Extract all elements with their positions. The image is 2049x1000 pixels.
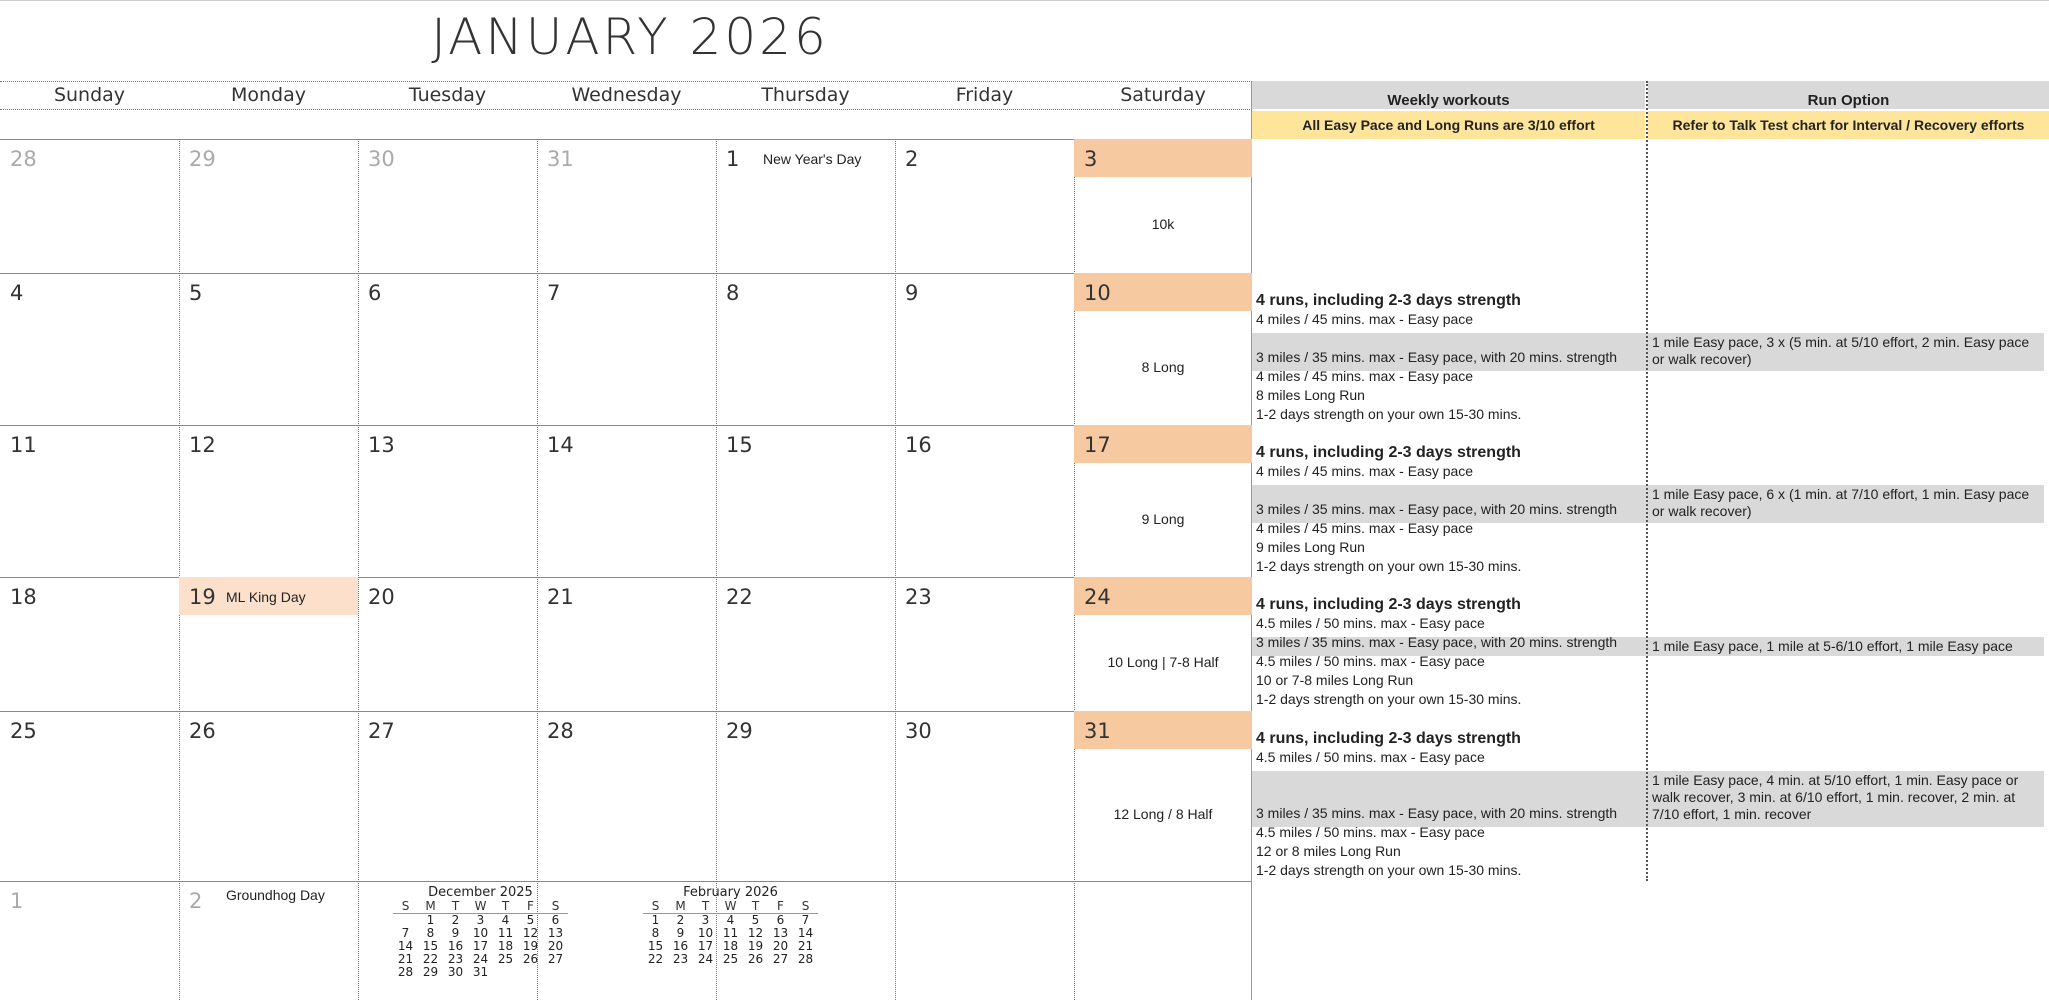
day-cell[interactable] <box>895 139 1074 273</box>
race-note: 12 Long / 8 Half <box>1113 806 1213 822</box>
day-number: 28 <box>547 719 574 743</box>
weekday-header: Sunday <box>53 84 126 106</box>
mini-day: 28 <box>397 965 414 979</box>
mini-weekday: M <box>418 900 443 914</box>
day-number: 16 <box>905 433 932 457</box>
day-cell[interactable] <box>179 577 358 711</box>
mini-day: 13 <box>547 926 564 940</box>
mini-weekday: T <box>443 900 468 914</box>
weekday-header: Thursday <box>761 84 850 106</box>
mini-calendar-title: February 2026 <box>683 885 778 900</box>
day-cell[interactable] <box>537 711 716 881</box>
workout-panel <box>1252 81 2049 881</box>
day-number: 17 <box>1084 433 1111 457</box>
day-number: 29 <box>726 719 753 743</box>
holiday-label: Groundhog Day <box>226 887 325 903</box>
race-note: 8 Long <box>1141 359 1185 375</box>
mini-day: 20 <box>772 939 789 953</box>
day-number: 22 <box>726 585 753 609</box>
day-number: 8 <box>726 281 740 305</box>
workout-line: 12 or 8 miles Long Run <box>1256 843 1401 859</box>
top-border <box>0 0 2049 1</box>
day-cell[interactable] <box>895 425 1074 577</box>
mini-day: 2 <box>451 913 460 927</box>
workout-line: 4 miles / 45 mins. max - Easy pace <box>1256 520 1474 536</box>
workout-line: 4.5 miles / 50 mins. max - Easy pace <box>1256 749 1485 765</box>
mini-day: 5 <box>751 913 760 927</box>
mini-day: 11 <box>497 926 514 940</box>
workout-line: 9 miles Long Run <box>1256 539 1365 555</box>
day-number: 15 <box>726 433 753 457</box>
day-number: 21 <box>547 585 574 609</box>
mini-day: 4 <box>726 913 735 927</box>
run-option-text: 1 mile Easy pace, 6 x (1 min. at 7/10 effort, 1 min. Easy pace or walk recover) <box>1652 486 2030 519</box>
workout-line: 4 miles / 45 mins. max - Easy pace <box>1256 311 1474 327</box>
day-number: 7 <box>547 281 561 305</box>
weekly-workout-block <box>1256 729 1646 880</box>
day-cell[interactable] <box>537 577 716 711</box>
mini-calendar-title: December 2025 <box>428 885 533 900</box>
day-number: 9 <box>905 281 919 305</box>
mini-day <box>493 966 518 979</box>
day-number: 30 <box>905 719 932 743</box>
mini-day: 25 <box>722 952 739 966</box>
day-cell[interactable] <box>895 577 1074 711</box>
race-note: 10 Long | 7-8 Half <box>1107 654 1219 670</box>
workout-line: 4.5 miles / 50 mins. max - Easy pace <box>1256 824 1485 840</box>
mini-day: 3 <box>701 913 710 927</box>
weekly-workout-block <box>1256 443 1646 576</box>
mini-day: 6 <box>776 913 785 927</box>
mini-day: 21 <box>397 952 414 966</box>
workout-line: 3 miles / 35 mins. max - Easy pace, with 20 mins. strength <box>1256 634 1618 650</box>
day-cell[interactable] <box>895 273 1074 425</box>
mini-day: 15 <box>422 939 439 953</box>
weekday-header: Tuesday <box>408 84 487 106</box>
weekday-header: Wednesday <box>571 84 682 106</box>
day-cell[interactable] <box>179 273 358 425</box>
mini-day: 16 <box>447 939 464 953</box>
day-cell[interactable] <box>716 139 895 273</box>
day-cell[interactable] <box>1074 711 1252 881</box>
mini-day: 27 <box>547 952 564 966</box>
mini-weekday: W <box>468 900 493 914</box>
mini-day: 22 <box>422 952 439 966</box>
day-number: 13 <box>368 433 395 457</box>
workout-line: 1-2 days strength on your own 15-30 mins. <box>1256 406 1522 422</box>
weekday-header: Saturday <box>1120 84 1206 106</box>
day-number: 20 <box>368 585 395 609</box>
mini-day: 18 <box>722 939 739 953</box>
mini-day: 21 <box>797 939 814 953</box>
day-number: 23 <box>905 585 932 609</box>
day-cell[interactable] <box>358 139 537 273</box>
mini-day: 12 <box>522 926 539 940</box>
day-cell[interactable] <box>358 425 537 577</box>
day-cell[interactable] <box>1074 425 1252 577</box>
mini-weekday: W <box>718 900 743 914</box>
run-option-header: Run Option <box>1648 81 2049 109</box>
workout-heading: 4 runs, including 2-3 days strength <box>1256 292 1521 309</box>
mini-day: 6 <box>551 913 560 927</box>
day-number: 3 <box>1084 147 1098 171</box>
mini-day <box>518 966 543 979</box>
saturday-highlight <box>1074 139 1252 177</box>
day-cell[interactable] <box>537 139 716 273</box>
grid-line <box>0 109 1252 110</box>
day-cell[interactable] <box>358 711 537 881</box>
mini-day: 9 <box>676 926 685 940</box>
mini-day: 24 <box>472 952 489 966</box>
mini-day: 11 <box>722 926 739 940</box>
mini-day: 14 <box>397 939 414 953</box>
day-number: 1 <box>10 889 24 913</box>
day-cell[interactable] <box>1074 577 1252 711</box>
mini-day: 17 <box>472 939 489 953</box>
mini-day: 18 <box>497 939 514 953</box>
workout-heading: 4 runs, including 2-3 days strength <box>1256 444 1521 461</box>
mini-day: 17 <box>697 939 714 953</box>
day-cell[interactable] <box>179 425 358 577</box>
mini-day: 1 <box>651 913 660 927</box>
day-number: 27 <box>368 719 395 743</box>
workout-line: 3 miles / 35 mins. max - Easy pace, with 20 mins. strength <box>1256 501 1618 517</box>
mini-day: 23 <box>672 952 689 966</box>
mini-day: 25 <box>497 952 514 966</box>
mini-day: 2 <box>676 913 685 927</box>
day-cell[interactable] <box>0 273 179 425</box>
holiday-label: ML King Day <box>226 589 306 605</box>
day-number: 14 <box>547 433 574 457</box>
mini-weekday: S <box>543 900 568 914</box>
weekday-header: Friday <box>955 84 1014 106</box>
mini-day: 3 <box>476 913 485 927</box>
day-cell[interactable] <box>716 577 895 711</box>
calendar-grid <box>0 81 1252 1000</box>
day-cell[interactable] <box>716 711 895 881</box>
day-number: 2 <box>189 889 203 913</box>
mini-weekday: F <box>518 900 543 914</box>
weekly-workout-block <box>1256 291 1646 424</box>
day-cell[interactable] <box>358 273 537 425</box>
day-number: 11 <box>10 433 37 457</box>
day-number: 6 <box>368 281 382 305</box>
day-number: 1 <box>726 147 740 171</box>
day-cell[interactable] <box>179 139 358 273</box>
mini-weekday: T <box>693 900 718 914</box>
mini-weekday: T <box>493 900 518 914</box>
mini-day: 20 <box>547 939 564 953</box>
workout-line: 3 miles / 35 mins. max - Easy pace, with 20 mins. strength <box>1256 349 1618 365</box>
workout-line: 10 or 7-8 miles Long Run <box>1256 672 1414 688</box>
day-number: 12 <box>189 433 216 457</box>
mini-day: 10 <box>697 926 714 940</box>
day-number: 31 <box>1084 719 1111 743</box>
day-number: 30 <box>368 147 395 171</box>
mini-day: 10 <box>472 926 489 940</box>
mini-day: 23 <box>447 952 464 966</box>
mini-weekday: M <box>668 900 693 914</box>
mini-weekday: F <box>768 900 793 914</box>
mini-day: 8 <box>426 926 435 940</box>
day-cell[interactable] <box>537 425 716 577</box>
weekday-header: Monday <box>230 84 306 106</box>
day-number: 25 <box>10 719 37 743</box>
workout-line: 1-2 days strength on your own 15-30 mins. <box>1256 862 1522 878</box>
mini-day: 8 <box>651 926 660 940</box>
mini-day: 26 <box>522 952 539 966</box>
mini-day: 22 <box>647 952 664 966</box>
panel-divider <box>1646 81 1648 881</box>
workout-line: 1-2 days strength on your own 15-30 mins. <box>1256 691 1522 707</box>
day-cell[interactable] <box>0 139 179 273</box>
day-cell[interactable] <box>358 577 537 711</box>
workout-heading: 4 runs, including 2-3 days strength <box>1256 596 1521 613</box>
day-number: 28 <box>10 147 37 171</box>
mini-day <box>393 914 418 928</box>
race-note: 9 Long <box>1141 511 1185 527</box>
weekly-workout-block <box>1256 595 1646 709</box>
workout-line: 1-2 days strength on your own 15-30 mins. <box>1256 558 1522 574</box>
mini-day: 31 <box>472 965 489 979</box>
mini-day: 28 <box>797 952 814 966</box>
mini-day: 12 <box>747 926 764 940</box>
day-cell[interactable] <box>179 881 358 1000</box>
mini-day: 19 <box>747 939 764 953</box>
mini-day: 16 <box>672 939 689 953</box>
mini-day: 15 <box>647 939 664 953</box>
run-option-text: 1 mile Easy pace, 1 mile at 5-6/10 effort, 1 mile Easy pace <box>1652 638 2013 654</box>
run-option-text: 1 mile Easy pace, 4 min. at 5/10 effort, 1 min. Easy pace or walk recover, 3 min. at 6/10 effort, 1 min. recover, 2 min. at 7/10 effort, 1 min. recover <box>1652 772 2019 822</box>
mini-day: 14 <box>797 926 814 940</box>
day-cell[interactable] <box>0 881 179 1000</box>
day-cell[interactable] <box>0 711 179 881</box>
mini-day: 7 <box>401 926 410 940</box>
grid-line <box>0 81 1252 82</box>
race-note: 10k <box>1151 216 1175 232</box>
mini-day: 7 <box>801 913 810 927</box>
workouts-header: Weekly workouts <box>1252 81 1645 109</box>
day-cell[interactable] <box>0 577 179 711</box>
workout-line: 3 miles / 35 mins. max - Easy pace, with 20 mins. strength <box>1256 805 1618 821</box>
mini-weekday: S <box>393 900 418 914</box>
mini-weekday: T <box>743 900 768 914</box>
day-cell[interactable] <box>1074 273 1252 425</box>
day-number: 10 <box>1084 281 1111 305</box>
workout-line: 4 miles / 45 mins. max - Easy pace <box>1256 463 1474 479</box>
workout-line: 8 miles Long Run <box>1256 387 1365 403</box>
mini-day: 24 <box>697 952 714 966</box>
mini-day: 26 <box>747 952 764 966</box>
day-number: 31 <box>547 147 574 171</box>
workout-line: 4.5 miles / 50 mins. max - Easy pace <box>1256 653 1485 669</box>
day-cell[interactable] <box>537 273 716 425</box>
day-cell[interactable] <box>895 711 1074 881</box>
workout-line: 4 miles / 45 mins. max - Easy pace <box>1256 368 1474 384</box>
day-cell[interactable] <box>716 425 895 577</box>
mini-day: 13 <box>772 926 789 940</box>
day-number: 19 <box>189 585 216 609</box>
mini-day: 9 <box>451 926 460 940</box>
calendar-title: JANUARY 2026 <box>431 8 829 66</box>
mini-day: 27 <box>772 952 789 966</box>
mini-day: 19 <box>522 939 539 953</box>
mini-day: 1 <box>426 913 435 927</box>
day-number: 26 <box>189 719 216 743</box>
day-number: 4 <box>10 281 24 305</box>
mini-calendar-table <box>393 900 568 979</box>
day-number: 29 <box>189 147 216 171</box>
mini-calendar-table <box>643 900 818 966</box>
holiday-label: New Year's Day <box>763 151 862 167</box>
mini-weekday: S <box>793 900 818 914</box>
mini-day <box>543 966 568 979</box>
day-number: 5 <box>189 281 203 305</box>
day-cell[interactable] <box>716 273 895 425</box>
run-option-subheader: Refer to Talk Test chart for Interval / Recovery efforts <box>1648 111 2049 139</box>
mini-calendar-february <box>643 885 818 966</box>
mini-day: 30 <box>447 965 464 979</box>
workout-heading: 4 runs, including 2-3 days strength <box>1256 730 1521 747</box>
day-cell[interactable] <box>0 425 179 577</box>
mini-day: 5 <box>526 913 535 927</box>
day-cell[interactable] <box>179 711 358 881</box>
workout-line: 4.5 miles / 50 mins. max - Easy pace <box>1256 615 1485 631</box>
day-number: 18 <box>10 585 37 609</box>
day-number: 2 <box>905 147 919 171</box>
run-option-text: 1 mile Easy pace, 3 x (5 min. at 5/10 effort, 2 min. Easy pace or walk recover) <box>1652 334 2030 367</box>
day-number: 24 <box>1084 585 1111 609</box>
day-cell[interactable] <box>1074 139 1252 273</box>
mini-calendar-december <box>393 885 568 979</box>
workouts-subheader: All Easy Pace and Long Runs are 3/10 effort <box>1252 111 1645 139</box>
mini-day: 29 <box>422 965 439 979</box>
mini-day: 4 <box>501 913 510 927</box>
mini-weekday: S <box>643 900 668 914</box>
